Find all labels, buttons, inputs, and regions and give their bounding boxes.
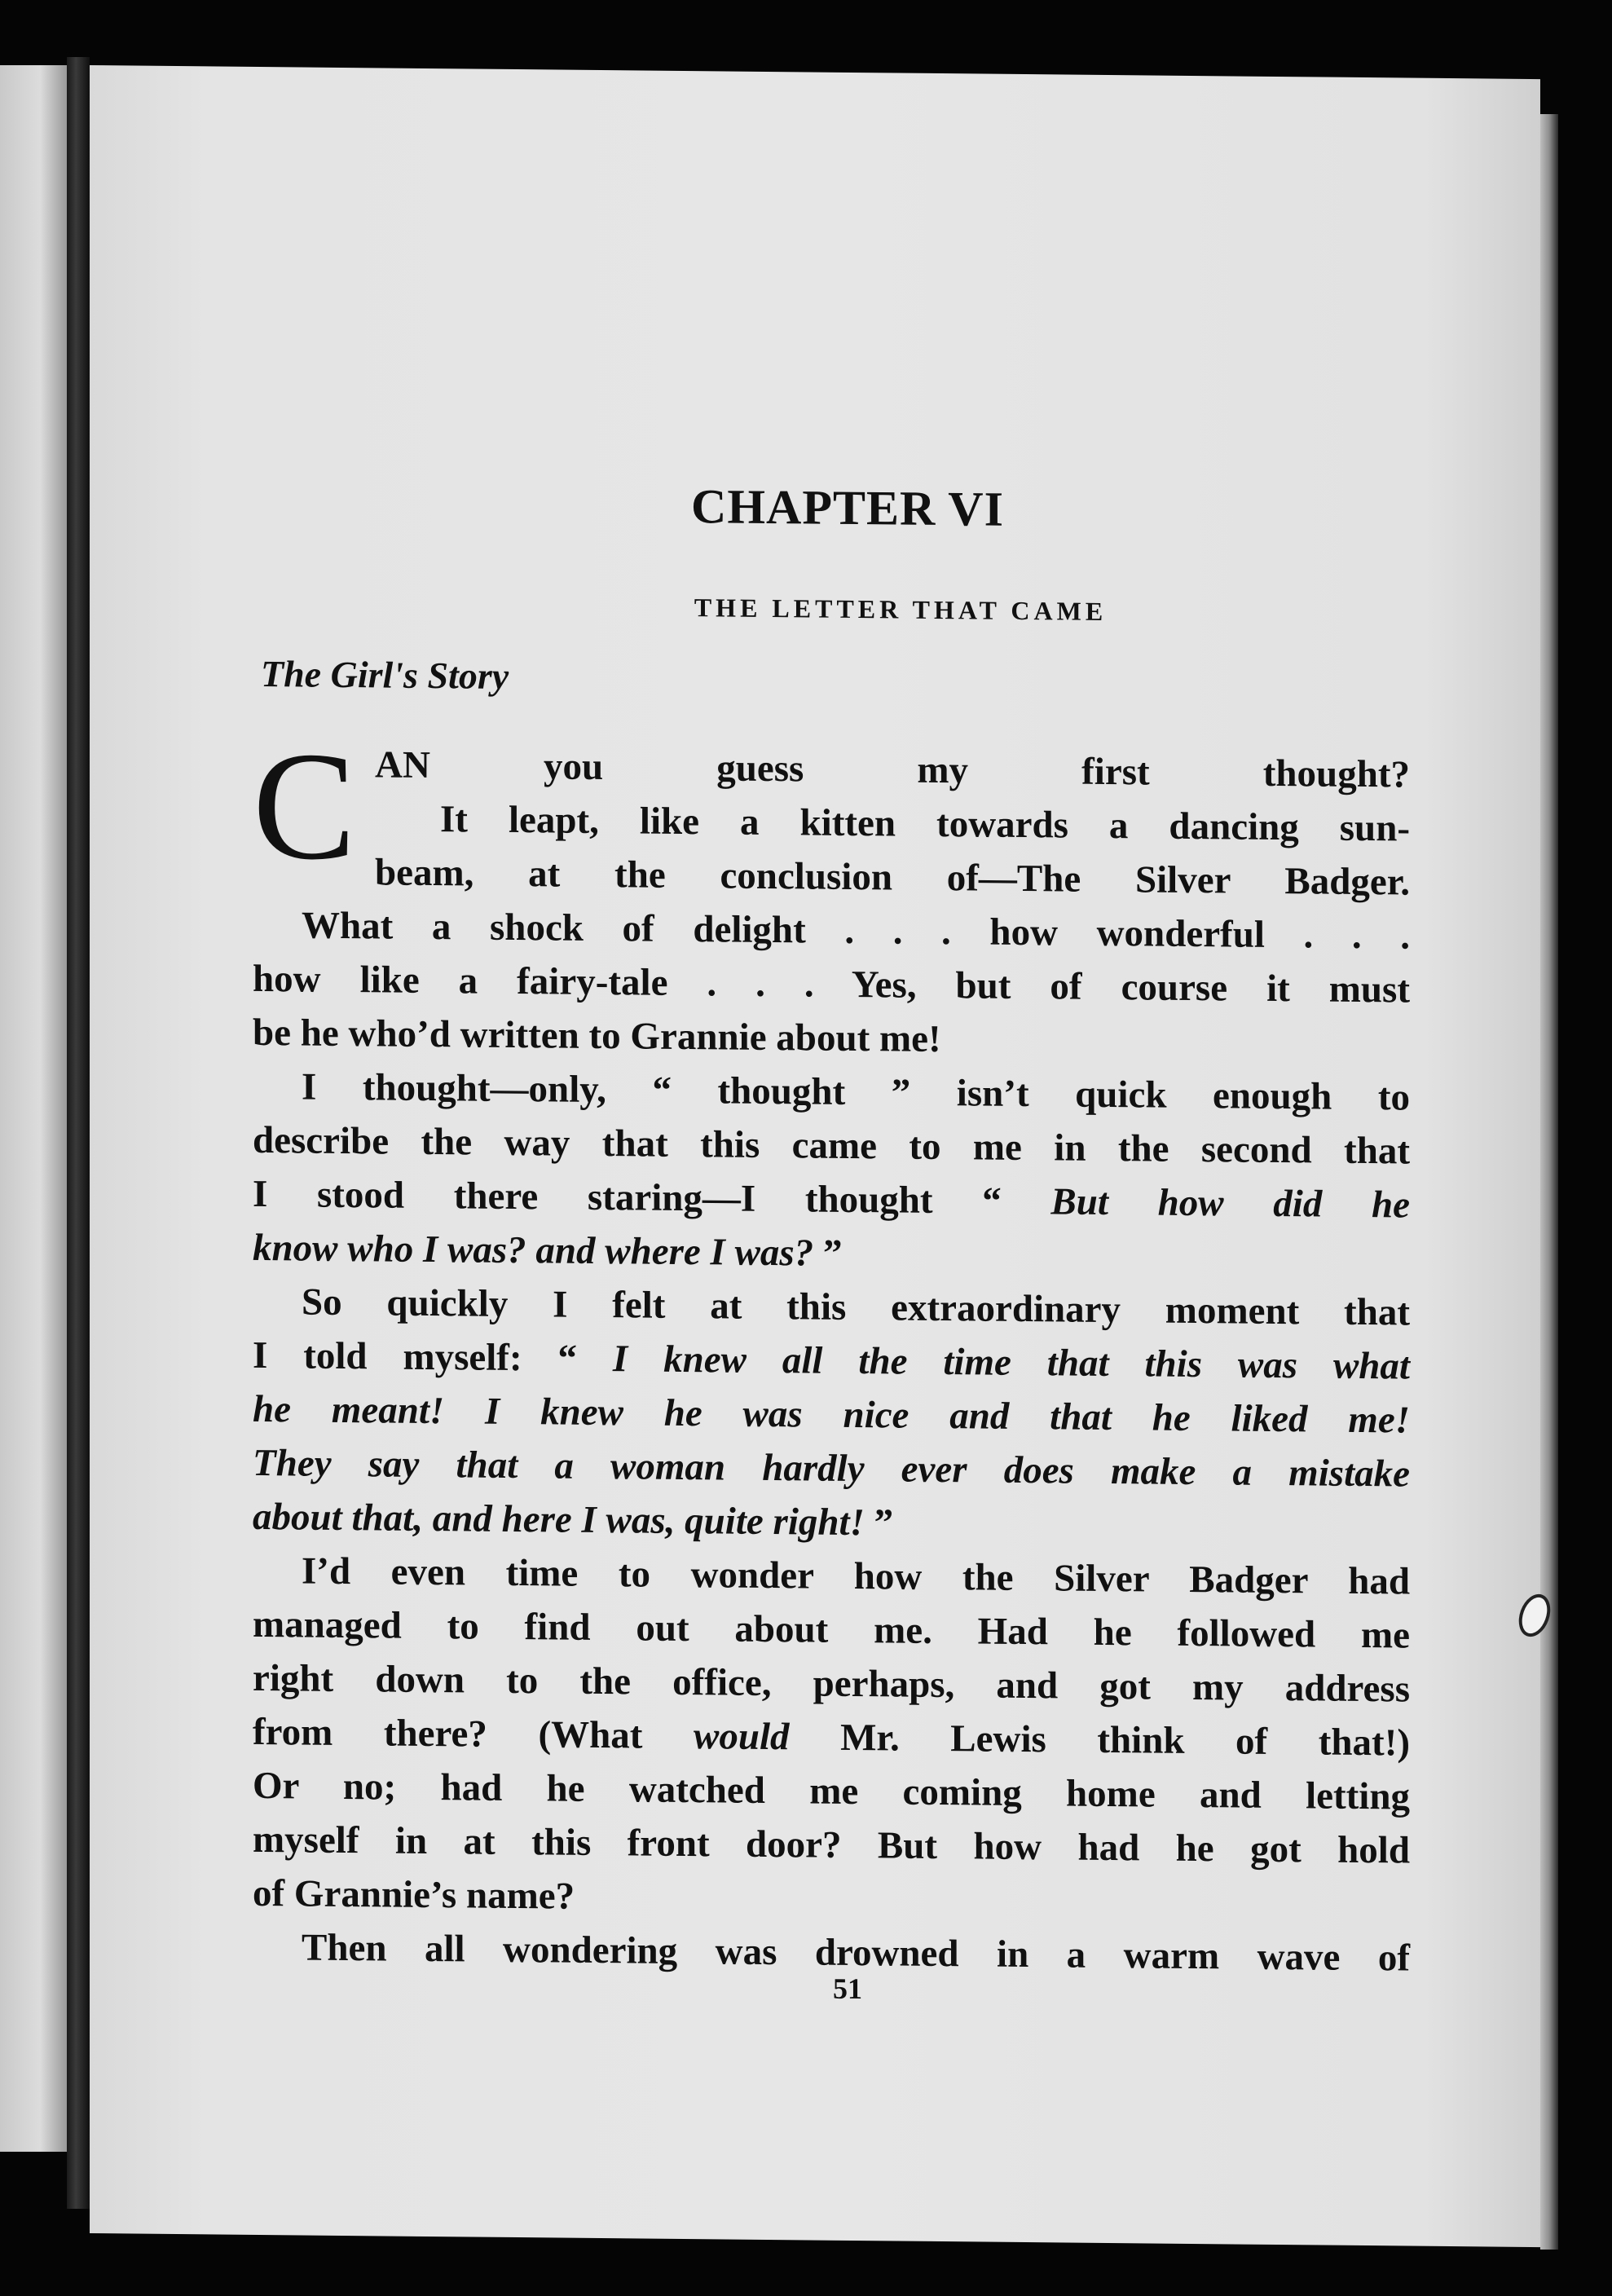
- text-line: about that, and here I was, quite right! ”: [253, 1495, 894, 1545]
- text-line: how like a fairy-tale . . . Yes, but of course it must: [253, 957, 1410, 1011]
- text-line: It leapt, like a kitten towards a dancing sun-: [440, 798, 1410, 850]
- text-line: I’d even time to wonder how the Silver Badger had: [302, 1549, 1410, 1603]
- text-line: know who I was? and where I was? ”: [253, 1226, 843, 1275]
- text-line: So quickly I felt at this extraordinary moment that: [302, 1280, 1410, 1334]
- text-line: I thought—only, “ thought ” isn’t quick enough to: [302, 1065, 1410, 1119]
- text-line: myself in at this front door? But how had he got hold: [253, 1818, 1410, 1872]
- text-line: of Grannie’s name?: [253, 1871, 575, 1918]
- chapter-title: CHAPTER VI: [691, 479, 1004, 536]
- text-line: right down to the office, perhaps, and got my address: [253, 1656, 1410, 1711]
- book-page: [90, 65, 1540, 2247]
- text-line: They say that a woman hardly ever does make a mistake: [253, 1441, 1410, 1496]
- text-line: I stood there staring—I thought “ But how did he: [253, 1172, 1410, 1227]
- left-facing-page-edge: [0, 65, 67, 2152]
- text-line: he meant! I knew he was nice and that he liked me!: [253, 1387, 1410, 1442]
- page-text-block: [253, 67, 1434, 2006]
- text-line: Then all wondering was drowned in a warm wave of: [302, 1926, 1410, 1980]
- text-line: managed to find out about me. Had he followed me: [253, 1602, 1410, 1657]
- drop-cap: C: [253, 720, 356, 893]
- text-line: Or no; had he watched me coming home and letting: [253, 1764, 1410, 1818]
- body-text: [253, 720, 1410, 1985]
- section-heading: The Girl's Story: [261, 653, 509, 697]
- text-line: from there? (What would Mr. Lewis think of that!): [253, 1710, 1410, 1765]
- text-line: be he who’d written to Grannie about me!: [253, 1011, 941, 1061]
- text-line: I told myself: “ I knew all the time that this was what: [253, 1333, 1410, 1388]
- chapter-subtitle: THE LETTER THAT CAME: [694, 593, 1108, 626]
- book-binding: [67, 57, 90, 2209]
- right-page-edge: [1540, 114, 1558, 2250]
- text-line: beam, at the conclusion of—The Silver Badger.: [375, 851, 1410, 904]
- text-line: What a shock of delight . . . how wonderful . . .: [302, 904, 1410, 958]
- page-number: 51: [833, 1972, 862, 2006]
- text-line: AN you guess my first thought?: [375, 743, 1410, 796]
- text-line: describe the way that this came to me in the second that: [253, 1118, 1410, 1173]
- opening-paragraph: [253, 720, 1410, 910]
